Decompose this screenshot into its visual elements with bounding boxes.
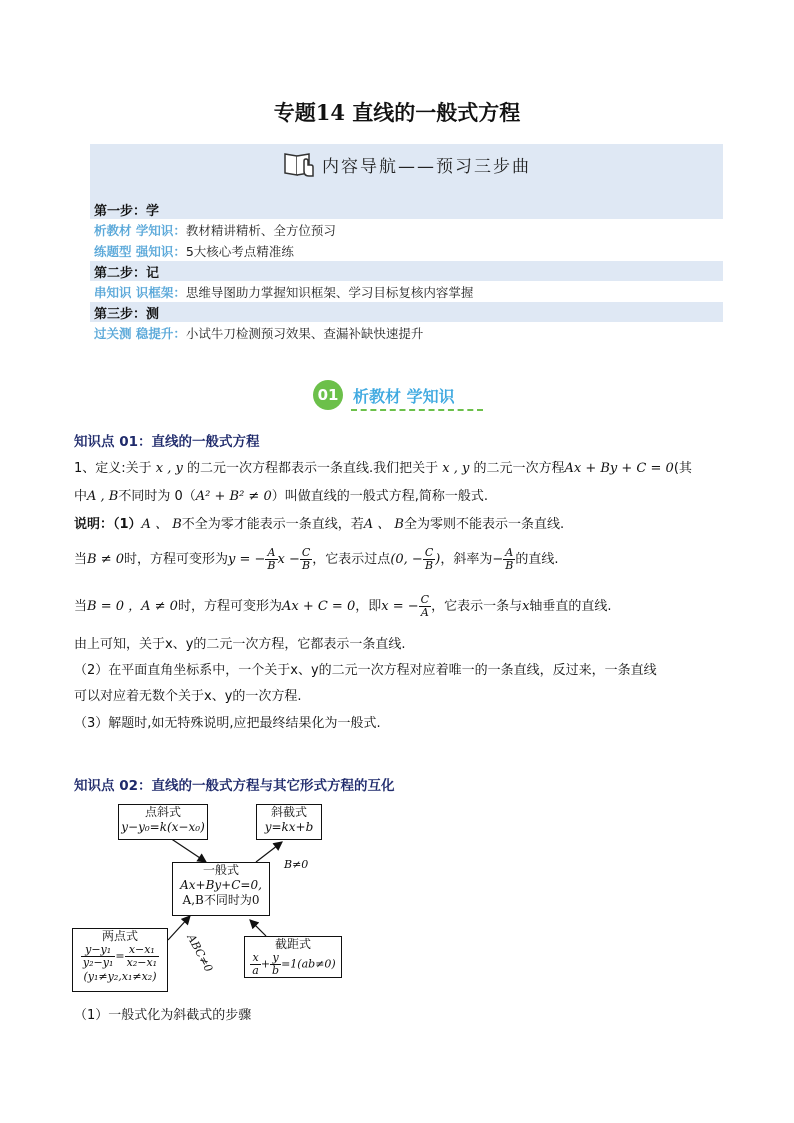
text: 的二元一次方程 xyxy=(473,461,565,476)
nav-row-study xyxy=(90,219,723,240)
nav-row-value: 5大核心考点精准练 xyxy=(185,243,294,259)
text: 中 xyxy=(74,489,88,504)
intercept-equation: $\frac{x}{a}$ + $\frac{y}{b}$ =1(ab≠0) xyxy=(252,951,336,977)
text: 1、定义:关于 xyxy=(74,461,152,476)
box-general xyxy=(172,862,270,916)
case-b-zero: 当B = 0 ，A ≠ 0时，方程可变形为Ax + C = 0，即x = − $\frac{C}{A}$ ，它表示一条与x轴垂直的直线. xyxy=(74,593,612,619)
arrow-point-to-general xyxy=(170,838,206,862)
text: 的直线. xyxy=(515,552,559,567)
box-point-slope xyxy=(118,804,208,840)
text: 时，方程可变形为 xyxy=(124,552,229,567)
point-2-line-2: 可以对应着无数个关于x、y的一次方程. xyxy=(74,689,302,704)
conversion-diagram xyxy=(68,800,358,995)
box-name: 点斜式 xyxy=(144,805,181,819)
definition-line-1: 1、定义:关于 x , y 的二元一次方程都表示一条直线.我们把关于 x , y 的二元一次方程Ax + By + C = 0(其 xyxy=(74,461,692,476)
text: ）叫做直线的一般式方程,简称一般式. xyxy=(271,489,488,504)
text: ，它表示一条与 xyxy=(431,599,523,614)
two-point-fraction: $\frac{\text{y−y₁}}{\text{y₂−y₁}}$ = $\frac{\text{x−x₁}}{\text{x₂−x₁}}$ xyxy=(82,943,158,969)
step-note: （1）一般式化为斜截式的步骤 xyxy=(74,1008,252,1023)
condition: B ≠ 0 xyxy=(87,552,124,567)
nav-row-test xyxy=(90,322,723,343)
box-equation: y−y₀=k(x−x₀) xyxy=(121,820,205,834)
text: 不全为零才能表示一条直线，若 xyxy=(181,517,364,532)
arrow-general-to-slope xyxy=(256,842,282,862)
condition: B = 0 ，A ≠ 0 xyxy=(87,599,178,614)
case-b-nonzero: 当B ≠ 0时，方程可变形为y = − $\frac{A}{B}$ x − $\frac{C}{B}$ ，它表示过点(0, − $\frac{C}{B}$ )，斜率为− $\frac{A}{B}$ 的直线. xyxy=(74,546,559,572)
step-one: 第一步：学 xyxy=(94,204,160,219)
nav-row-key: 析教材 学知识： xyxy=(94,222,186,238)
text: 当 xyxy=(74,599,88,614)
box-two-point xyxy=(72,928,168,992)
definition-line-2: 中A , B不同时为 0（A² + B² ≠ 0）叫做直线的一般式方程,简称一般式. xyxy=(74,489,488,504)
box-condition: (y₁≠y₂,x₁≠x₂) xyxy=(83,970,157,983)
box-equation: =1(ab≠0) xyxy=(281,957,336,971)
box-name: 两点式 xyxy=(101,929,138,943)
step-two: 第二步：记 xyxy=(94,266,160,281)
nav-header-text: 内容导航——预习三步曲 xyxy=(322,156,531,177)
point-2-line-1: （2）在平面直角坐标系中，一个关于x、y的二元一次方程对应着唯一的一条直线，反过来，一条直线 xyxy=(74,663,657,678)
box-condition: A,B不同时为0 xyxy=(182,893,260,907)
page-title: 专题14 直线的一般式方程 xyxy=(273,100,521,125)
step-three: 第三步：测 xyxy=(94,307,160,322)
nav-row-key: 串知识 识框架： xyxy=(94,284,186,300)
point-3-line: （3）解题时,如无特殊说明,应把最终结果化为一般式. xyxy=(74,716,381,731)
box-slope-intercept xyxy=(256,804,322,840)
equation: A² + B² ≠ 0 xyxy=(195,489,272,504)
section-underline xyxy=(351,409,483,411)
text: (其 xyxy=(673,461,692,476)
box-intercept xyxy=(244,936,342,978)
box-name: 斜截式 xyxy=(270,805,307,819)
nav-row-practice xyxy=(90,240,723,261)
text: ，它表示过点 xyxy=(312,552,391,567)
arrow-intercept-to-general xyxy=(250,920,266,936)
text: ，即 xyxy=(355,599,382,614)
box-name: 截距式 xyxy=(274,937,311,951)
box-equation: Ax+By+C=0, xyxy=(180,878,262,892)
summary-line: 由上可知，关于x、y的二元一次方程，它都表示一条直线. xyxy=(74,637,406,652)
book-hand-icon xyxy=(282,149,316,179)
equation: Ax + C = 0 xyxy=(281,599,356,614)
text: 说明：（1） xyxy=(74,517,142,532)
box-equation: y=kx+b xyxy=(264,820,314,834)
section-title: 析教材 学知识 xyxy=(353,387,455,406)
text: 不同时为 0（ xyxy=(118,489,196,504)
content-navigation-panel xyxy=(90,144,723,343)
text: ，斜率为 xyxy=(440,552,493,567)
equation: Ax + By + C = 0 xyxy=(564,461,674,476)
nav-row-value: 小试牛刀检测预习效果、查漏补缺快速提升 xyxy=(185,325,424,341)
text: 当 xyxy=(74,552,88,567)
text: 的二元一次方程都表示一条直线.我们把关于 xyxy=(187,461,439,476)
note-line: 说明：（1）A 、 B不全为零才能表示一条直线，若A 、 B全为零则不能表示一条直线. xyxy=(74,517,565,532)
text: 轴垂直的直线. xyxy=(529,599,612,614)
knowledge-point-1-heading: 知识点 01：直线的一般式方程 xyxy=(74,434,260,450)
nav-row-value: 思维导图助力掌握知识框架、学习目标复核内容掌握 xyxy=(185,284,474,300)
section-number: 01 xyxy=(313,380,343,410)
nav-row-value: 教材精讲精析、全方位预习 xyxy=(185,222,336,238)
nav-row-key: 过关测 稳提升： xyxy=(94,325,186,341)
label-b-nonzero: B≠0 xyxy=(284,858,309,871)
label-abc-nonzero: ABC≠0 xyxy=(184,932,216,975)
box-name: 一般式 xyxy=(202,863,239,877)
nav-row-key: 练题型 强知识： xyxy=(94,243,186,259)
knowledge-point-2-heading: 知识点 02：直线的一般式方程与其它形式方程的互化 xyxy=(74,778,395,794)
text: 时，方程可变形为 xyxy=(177,599,282,614)
section-badge xyxy=(313,380,483,412)
nav-row-framework xyxy=(90,281,723,302)
text: 全为零则不能表示一条直线. xyxy=(404,517,565,532)
nav-header xyxy=(90,144,723,184)
